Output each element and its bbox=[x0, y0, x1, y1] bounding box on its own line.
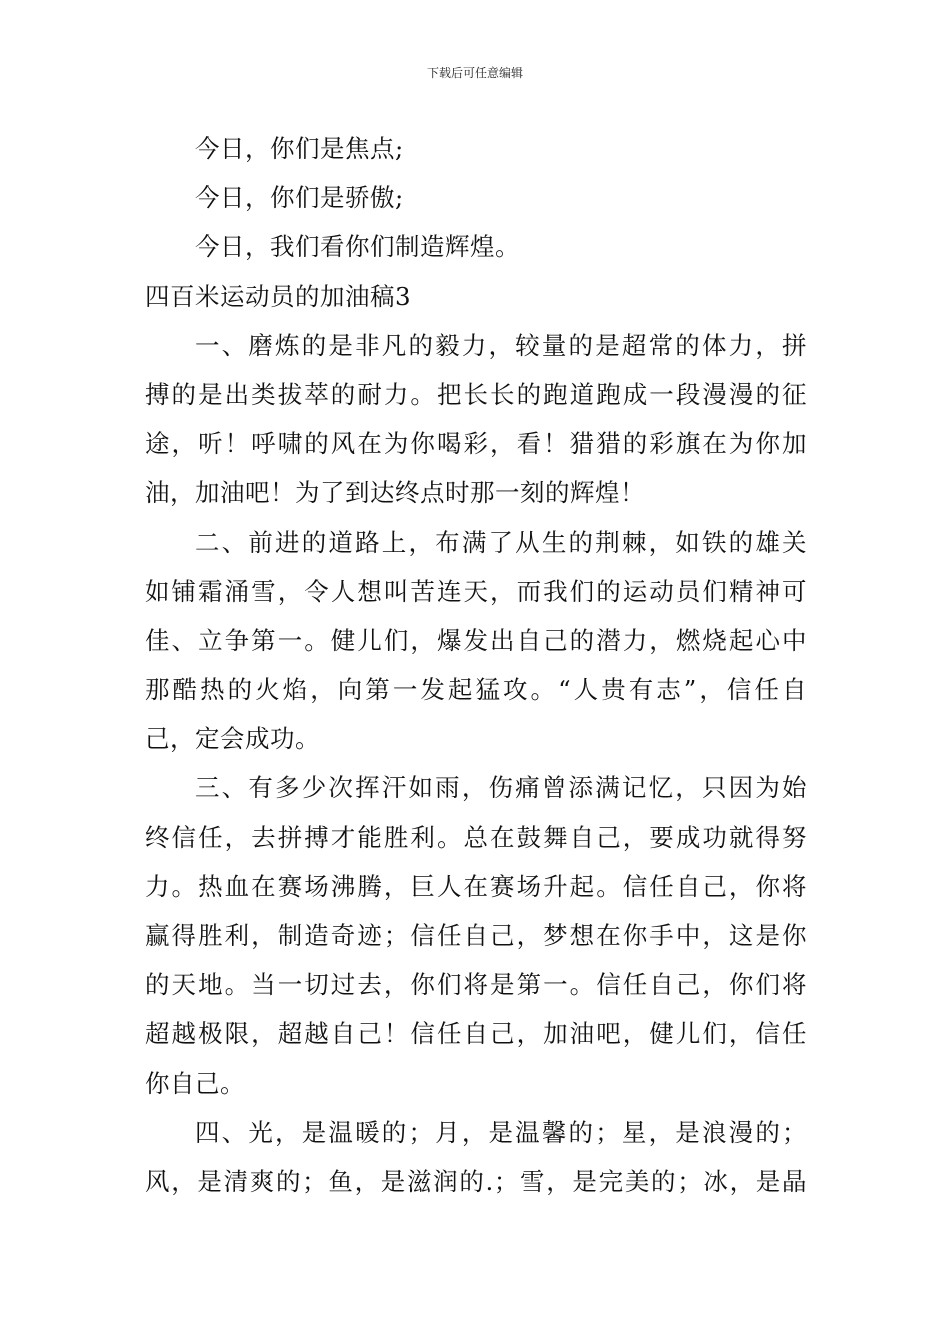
section-heading: 四百米运动员的加油稿3 bbox=[145, 281, 412, 311]
text-line: 途，听！呼啸的风在为你喝彩，看！猎猎的彩旗在为你加 bbox=[145, 429, 807, 459]
text-line: 三、有多少次挥汗如雨，伤痛曾添满记忆，只因为始 bbox=[195, 773, 807, 803]
text-line: 力。热血在赛场沸腾，巨人在赛场升起。信任自己，你将 bbox=[145, 871, 807, 901]
text-line: 己，定会成功。 bbox=[145, 724, 320, 754]
text-line: 你自己。 bbox=[145, 1068, 245, 1098]
text-line: 赢得胜利，制造奇迹；信任自己，梦想在你手中，这是你 bbox=[145, 921, 807, 950]
text-line: 超越极限，超越自己！信任自己，加油吧，健儿们，信任 bbox=[145, 1019, 807, 1049]
text-line: 如铺霜涌雪，令人想叫苦连天，而我们的运动员们精神可 bbox=[145, 576, 807, 606]
text-line: 油，加油吧！为了到达终点时那一刻的辉煌！ bbox=[145, 478, 645, 508]
text-line: 今日，你们是焦点; bbox=[195, 134, 404, 163]
document-body bbox=[145, 124, 807, 1206]
text-line: 四、光，是温暖的；月，是温馨的；星，是浪漫的； bbox=[195, 1117, 807, 1147]
text-line: 今日，我们看你们制造辉煌。 bbox=[195, 232, 520, 262]
text-line: 佳、立争第一。健儿们，爆发出自己的潜力，燃烧起心中 bbox=[145, 625, 807, 655]
text-line: 那酷热的火焰，向第一发起猛攻。“人贵有志”，信任自 bbox=[145, 675, 807, 705]
text-line: 风，是清爽的；鱼，是滋润的.；雪，是完美的；冰，是晶 bbox=[145, 1166, 807, 1196]
page-header: 下载后可任意编辑 bbox=[426, 66, 523, 80]
text-line: 二、前进的道路上，布满了从生的荆棘，如铁的雄关 bbox=[195, 527, 807, 557]
text-line: 终信任，去拼搏才能胜利。总在鼓舞自己，要成功就得努 bbox=[145, 822, 807, 852]
text-line: 的天地。当一切过去，你们将是第一。信任自己，你们将 bbox=[145, 970, 807, 1000]
text-line: 今日，你们是骄傲; bbox=[195, 183, 404, 213]
text-line: 搏的是出类拔萃的耐力。把长长的跑道跑成一段漫漫的征 bbox=[145, 379, 807, 409]
text-line: 一、磨炼的是非凡的毅力，较量的是超常的体力，拼 bbox=[195, 330, 807, 360]
